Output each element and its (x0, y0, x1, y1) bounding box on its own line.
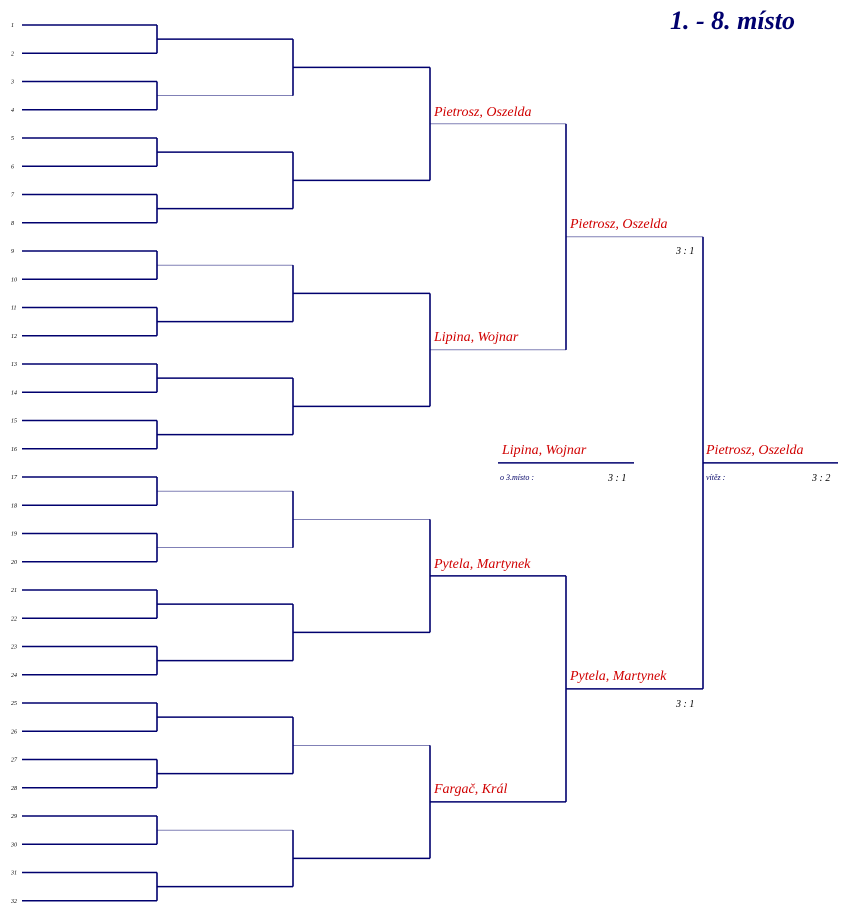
seed-number: 10 (11, 277, 17, 284)
seed-number: 14 (11, 390, 17, 397)
qf-winner-2: Lipina, Wojnar (434, 330, 519, 345)
seed-number: 18 (11, 503, 17, 510)
sf-score-1: 3 : 1 (676, 246, 695, 257)
seed-number: 22 (11, 616, 17, 623)
seed-number: 25 (11, 701, 17, 707)
seed-number: 5 (11, 136, 14, 142)
sf-winner-1: Pietrosz, Oszelda (570, 217, 668, 232)
seed-number: 20 (11, 559, 17, 566)
qf-winner-1: Pietrosz, Oszelda (434, 105, 532, 120)
seed-number: 31 (11, 870, 17, 877)
winner-label: vítěz : (706, 473, 726, 482)
seed-number: 6 (11, 164, 14, 171)
seed-number: 12 (11, 333, 17, 340)
qf-winner-3: Pytela, Martynek (434, 557, 531, 572)
seed-number: 23 (11, 644, 17, 651)
page-title: 1. - 8. místo (670, 6, 795, 35)
seed-number: 27 (11, 757, 17, 764)
seed-number: 9 (11, 249, 14, 255)
seed-number: 24 (11, 672, 17, 679)
qf-winner-4: Fargač, Král (434, 782, 508, 797)
sf-winner-2: Pytela, Martynek (570, 669, 667, 684)
third-place-name: Lipina, Wojnar (502, 443, 587, 458)
seed-number: 11 (11, 305, 17, 312)
winner-score: 3 : 2 (812, 473, 831, 484)
seed-numbers (10, 23, 18, 905)
seed-number: 26 (11, 729, 17, 736)
seed-number: 3 (11, 79, 14, 86)
seed-number: 30 (11, 842, 17, 849)
seed-number: 7 (11, 192, 14, 199)
seed-number: 8 (11, 220, 14, 227)
sf-score-2: 3 : 1 (676, 699, 695, 710)
winner-name: Pietrosz, Oszelda (706, 443, 804, 458)
seed-number: 16 (11, 446, 17, 453)
seed-number: 21 (11, 588, 17, 594)
seed-number: 32 (11, 898, 17, 905)
bracket-lines (22, 25, 838, 901)
seed-number: 28 (11, 785, 17, 792)
seed-number: 29 (11, 814, 17, 820)
seed-number: 17 (11, 475, 17, 481)
third-place-score: 3 : 1 (608, 473, 627, 484)
seed-number: 1 (11, 23, 14, 29)
seed-number: 4 (11, 107, 14, 114)
seed-number: 19 (11, 531, 17, 538)
third-place-label: o 3.místo : (500, 473, 534, 482)
seed-number: 13 (11, 362, 17, 368)
seed-number: 15 (11, 418, 17, 425)
seed-number: 2 (11, 51, 14, 58)
